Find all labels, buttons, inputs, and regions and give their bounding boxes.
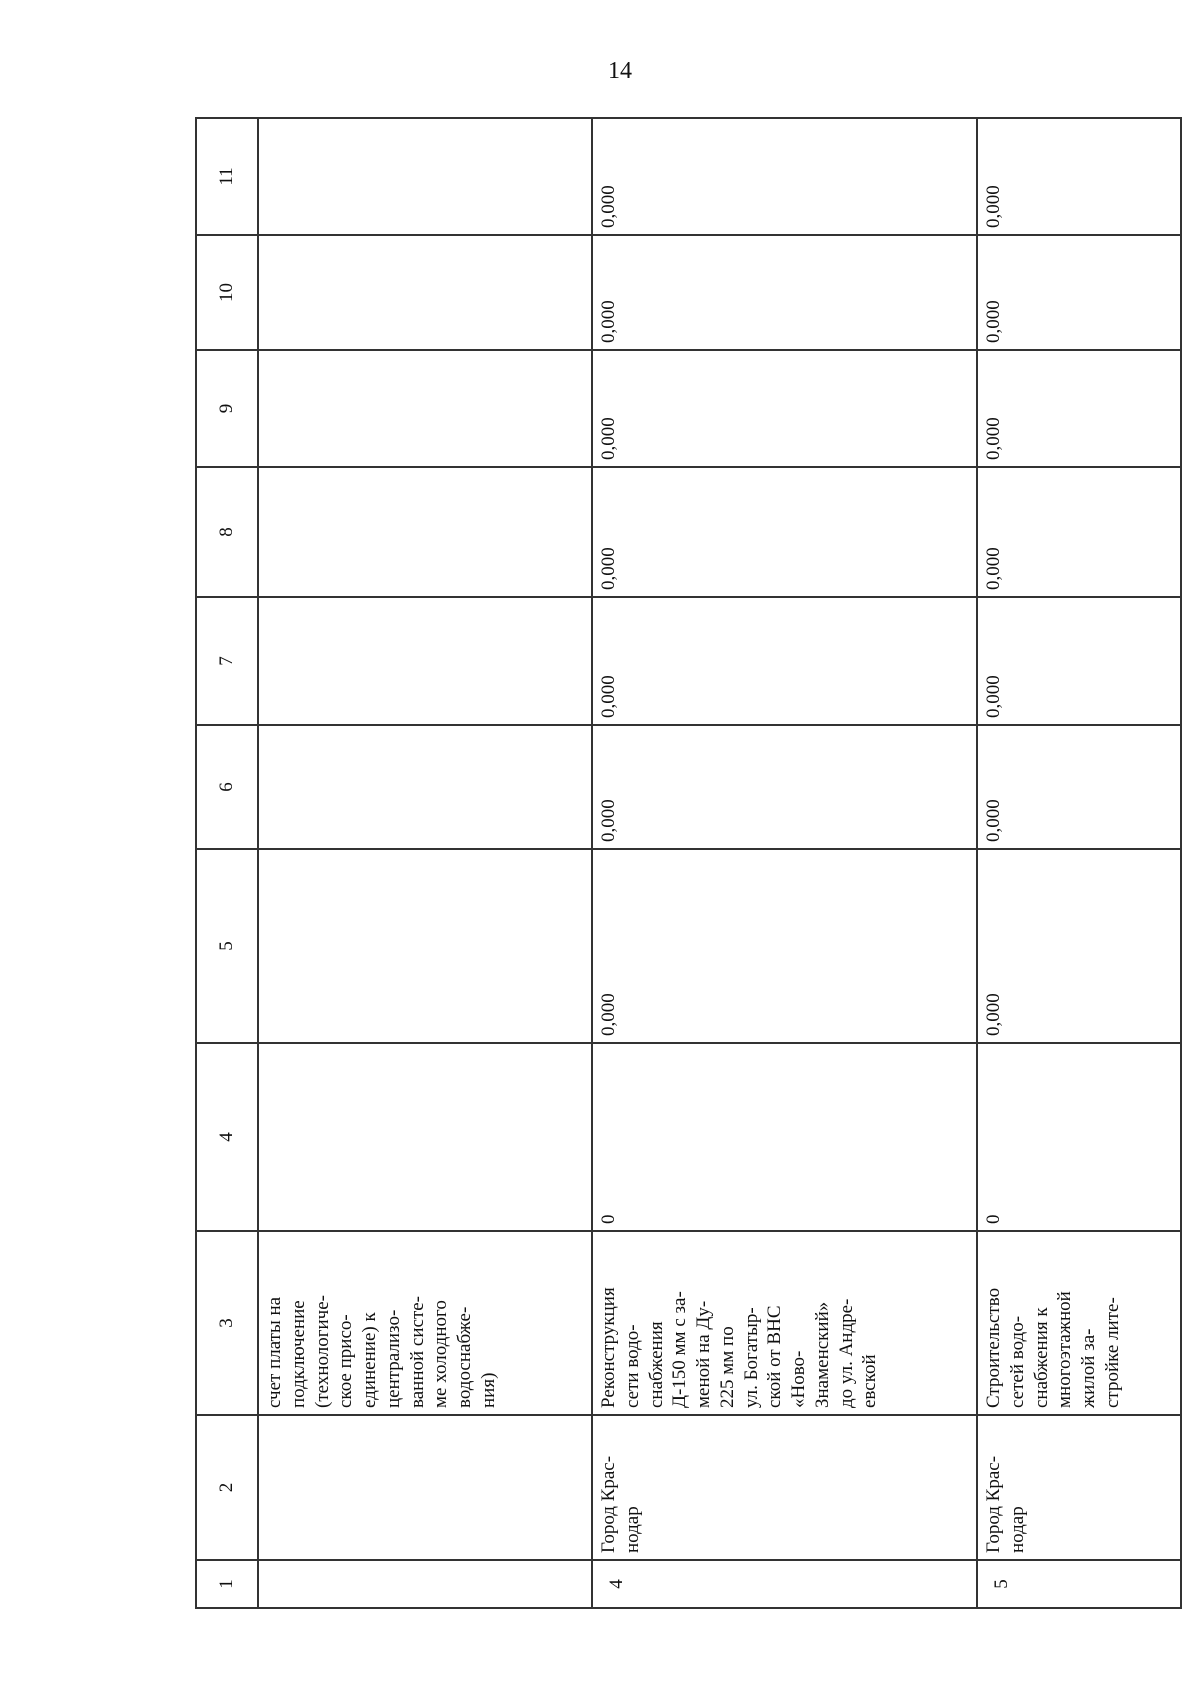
value-cell: 0,000 (592, 467, 977, 597)
rotated-table-container (195, 119, 1180, 1609)
value-cell: 0,000 (592, 725, 977, 849)
city-cell: Город Крас- нодар (977, 1415, 1181, 1560)
value-cell: 0,000 (592, 849, 977, 1043)
value-cell: 0 (592, 1043, 977, 1231)
value-cell: 0,000 (977, 849, 1181, 1043)
value-cell (258, 849, 592, 1043)
column-header: 9 (196, 350, 258, 467)
value-cell: 0,000 (977, 118, 1181, 235)
column-header: 8 (196, 467, 258, 597)
column-header: 7 (196, 597, 258, 725)
table-row (592, 118, 977, 1608)
header-row (196, 118, 258, 1608)
column-header: 2 (196, 1415, 258, 1560)
value-cell (258, 350, 592, 467)
value-cell: 0,000 (977, 725, 1181, 849)
description-cell: Строительство сетей водо- снабжения к многоэтажной жилой за- стройке лите- (977, 1231, 1181, 1415)
row-number (258, 1560, 592, 1608)
description-cell: Реконструкция сети водо- снабжения Д-150 мм с за- меной на Ду- 225 мм по ул. Богатыр- ской от ВНС «Ново- Знаменский» до ул. Андре- евской (592, 1231, 977, 1415)
value-cell: 0,000 (977, 467, 1181, 597)
city-cell (258, 1415, 592, 1560)
data-table (195, 117, 1182, 1609)
description-cell: счет платы на подключение (технологиче- ское присо- единение) к централизо- ванной систе- ме холодного водоснабже- ния) (258, 1231, 592, 1415)
column-header: 10 (196, 235, 258, 350)
value-cell (258, 467, 592, 597)
value-cell (258, 597, 592, 725)
column-header: 4 (196, 1043, 258, 1231)
city-cell: Город Крас- нодар (592, 1415, 977, 1560)
value-cell (258, 725, 592, 849)
value-cell (258, 1043, 592, 1231)
table-row (977, 118, 1181, 1608)
value-cell: 0,000 (592, 235, 977, 350)
row-number: 5 (977, 1560, 1181, 1608)
column-header: 6 (196, 725, 258, 849)
value-cell (258, 235, 592, 350)
row-number: 4 (592, 1560, 977, 1608)
value-cell: 0,000 (592, 350, 977, 467)
column-header: 11 (196, 118, 258, 235)
value-cell: 0,000 (592, 597, 977, 725)
value-cell: 0,000 (977, 597, 1181, 725)
value-cell: 0,000 (592, 118, 977, 235)
column-header: 3 (196, 1231, 258, 1415)
column-header: 1 (196, 1560, 258, 1608)
value-cell: 0,000 (977, 235, 1181, 350)
table-row (258, 118, 592, 1608)
page-number: 14 (608, 58, 632, 84)
column-header: 5 (196, 849, 258, 1043)
value-cell: 0,000 (977, 350, 1181, 467)
value-cell (258, 118, 592, 235)
value-cell: 0 (977, 1043, 1181, 1231)
